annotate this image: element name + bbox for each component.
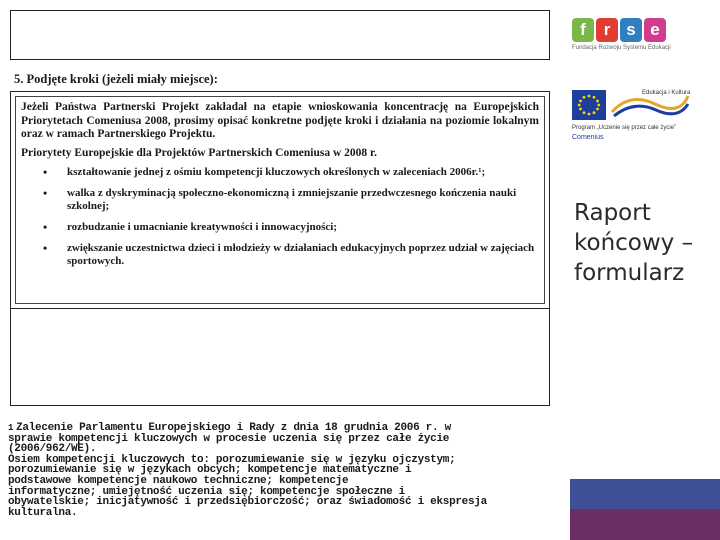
- frse-letter: e: [644, 18, 666, 42]
- priority-text: walka z dyskryminacją społeczno-ekonomiczną i zmniejszanie przedwczesnego kończenia nauki szkolnej;: [67, 187, 517, 212]
- frse-letter: r: [596, 18, 618, 42]
- bullet-icon: •: [43, 186, 48, 200]
- report-title-line: końcowy –: [574, 230, 694, 256]
- footnote-text: Zalecenie Parlamentu Europejskiego i Rady z dnia 18 grudnia 2006 r. w: [16, 422, 451, 434]
- decorative-bar-blue: [570, 479, 720, 509]
- frame-divider: [11, 308, 549, 309]
- frse-letters: [572, 18, 672, 42]
- decorative-bar-purple: [570, 509, 720, 540]
- footnote-line: Osiem kompetencji kluczowych to: porozumiewanie się w języku ojczystym;: [8, 453, 456, 466]
- main-form-frame: [10, 91, 550, 406]
- priority-text: rozbudzanie i umacnianie kreatywności i innowacyjności;: [67, 221, 338, 233]
- footnote-line: informatyczne; umiejętność uczenia się; kompetencje społeczne i: [8, 485, 405, 498]
- footnote-line: podstawowe kompetencje naukowo techniczne; kompetencje: [8, 474, 349, 487]
- list-item: [21, 166, 539, 179]
- eu-text: Edukacja i Kultura: [642, 90, 691, 96]
- list-item: [21, 242, 539, 268]
- footnote-line: sprawie kompetencji kluczowych w procesie uczenia się przez całe życie: [8, 432, 450, 445]
- footnote-mark: 1: [8, 423, 14, 433]
- list-item: [21, 221, 539, 234]
- footnote: [8, 423, 553, 518]
- footnote-line: obywatelskie; inicjatywność i przedsiębiorczość; oraz świadomość i ekspresja: [8, 496, 487, 509]
- frse-logo: [572, 18, 672, 63]
- priority-text: zwiększanie uczestnictwa dzieci i młodzieży w działaniach edukacyjnych poprzez udział w zajęciach sportowych.: [67, 242, 535, 267]
- eu-flag-icon: [572, 90, 606, 120]
- section-heading: 5. Podjęte kroki (jeżeli miały miejsce):: [14, 72, 218, 86]
- report-title-line: formularz: [574, 260, 685, 286]
- report-title-line: Raport: [574, 200, 651, 226]
- footnote-line: [8, 423, 553, 434]
- footnote-line: porozumiewanie się w językach obcych; kompetencje matematyczne i: [8, 464, 412, 477]
- frse-letter: s: [620, 18, 642, 42]
- comenius-label: Comenius: [572, 134, 604, 141]
- right-panel: [560, 0, 720, 540]
- priorities-box: [15, 96, 545, 304]
- priorities-title: Priorytety Europejskie dla Projektów Partnerskich Comeniusa w 2008 r.: [21, 146, 377, 159]
- eu-programme-logos: [572, 90, 692, 145]
- list-item: [21, 187, 539, 213]
- program-caption: Program „Uczenie się przez całe życie”: [572, 125, 677, 131]
- report-title: [574, 198, 693, 288]
- bullet-icon: •: [43, 220, 48, 234]
- priority-text: kształtowanie jednej z ośmiu kompetencji kluczowych określonych w zaleceniach 2006r.¹;: [67, 166, 486, 178]
- top-empty-box: [10, 10, 550, 60]
- frse-caption: Fundacja Rozwoju Systemu Edukacji: [572, 45, 671, 51]
- bullet-icon: •: [43, 165, 48, 179]
- footnote-line: (2006/962/WE).: [8, 443, 97, 456]
- footnote-line: kulturalna.: [8, 506, 78, 519]
- bullet-icon: •: [43, 241, 48, 255]
- priority-list: [21, 166, 539, 268]
- frse-letter: f: [572, 18, 594, 42]
- intro-text: Jeżeli Państwa Partnerski Projekt zakładał na etapie wnioskowania koncentrację na Europejskich Priorytetach Comeniusa 2008, prosimy opisać konkretne podjęte kroki i działania na poziomie lokalnym oraz w ramach Partnerskiego Projektu.: [21, 101, 539, 140]
